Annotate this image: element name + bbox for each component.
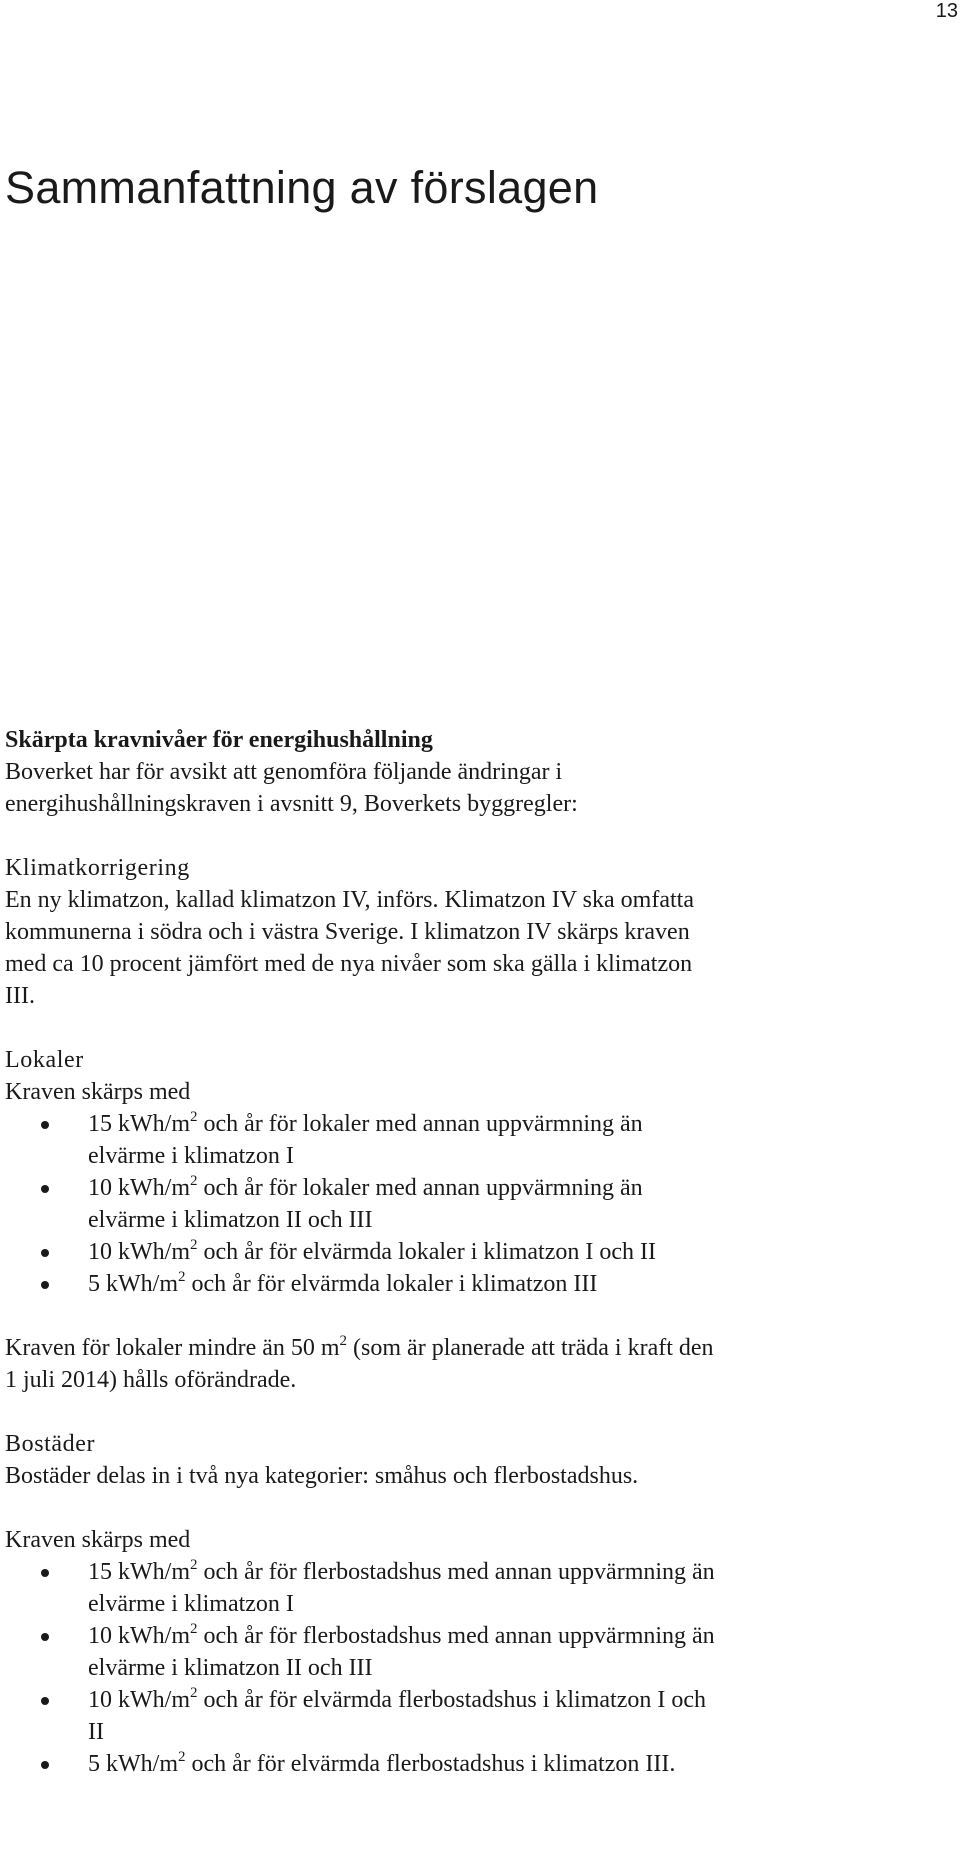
subsection-heading: Klimatkorrigering — [5, 855, 190, 881]
premises-note — [5, 1332, 905, 1396]
section-climate-correction — [5, 852, 905, 1012]
premises-requirement-list — [5, 1108, 905, 1300]
paragraph-line: kommunerna i södra och i västra Sverige. I klimatzon IV skärps kraven — [5, 919, 690, 945]
page-title: Sammanfattning av förslagen — [5, 162, 599, 213]
paragraph-line: III. — [5, 983, 35, 1009]
list-item: 10 kWh/$m^2$ och år för elvärmda flerbostadshus i klimatzon I och II — [5, 1684, 905, 1748]
section-housing — [5, 1428, 905, 1492]
list-item: 15 kWh/$m^2$ och år för lokaler med annan uppvärmning än elvärme i klimatzon I — [5, 1108, 905, 1172]
bullet-icon — [41, 1121, 49, 1129]
subsection-heading: Bostäder — [5, 1431, 96, 1457]
paragraph-line: Kraven för lokaler mindre än 50 $m^2$ (som är planerade att träda i kraft den — [5, 1333, 714, 1361]
paragraph-line: Bostäder delas in i två nya kategorier: småhus och flerbostadshus. — [5, 1463, 639, 1489]
housing-requirements — [5, 1524, 905, 1780]
subsection-heading: Lokaler — [5, 1047, 84, 1073]
bullet-icon — [41, 1569, 49, 1577]
section-premises — [5, 1044, 905, 1300]
list-item: 10 kWh/$m^2$ och år för lokaler med annan uppvärmning än elvärme i klimatzon II och III — [5, 1172, 905, 1236]
bullet-icon — [41, 1249, 49, 1257]
page-number: 13 — [935, 0, 958, 22]
list-item: 15 kWh/$m^2$ och år för flerbostadshus med annan uppvärmning än elvärme i klimatzon I — [5, 1556, 905, 1620]
list-item: 5 kWh/$m^2$ och år för elvärmda flerbostadshus i klimatzon III. — [5, 1748, 905, 1780]
bullet-icon — [41, 1633, 49, 1641]
list-item: 5 kWh/$m^2$ och år för elvärmda lokaler i klimatzon III — [5, 1268, 905, 1300]
section-heading: Skärpta kravnivåer för energihushållning — [5, 727, 433, 753]
bullet-icon — [41, 1761, 49, 1769]
section-energy-requirements — [5, 724, 905, 820]
paragraph-line: med ca 10 procent jämfört med de nya nivåer som ska gälla i klimatzon — [5, 951, 693, 977]
lead-text: Kraven skärps med — [5, 1079, 191, 1105]
bullet-icon — [41, 1697, 49, 1705]
paragraph-line: 1 juli 2014) hålls oförändrade. — [5, 1367, 297, 1393]
lead-text: Kraven skärps med — [5, 1527, 191, 1553]
intro-line: energihushållningskraven i avsnitt 9, Boverkets byggregler: — [5, 791, 578, 817]
intro-line: Boverket har för avsikt att genomföra följande ändringar i — [5, 759, 563, 785]
document-body — [5, 724, 905, 1780]
list-item: 10 kWh/$m^2$ och år för flerbostadshus med annan uppvärmning än elvärme i klimatzon II och III — [5, 1620, 905, 1684]
paragraph-line: En ny klimatzon, kallad klimatzon IV, införs. Klimatzon IV ska omfatta — [5, 887, 694, 913]
housing-requirement-list — [5, 1556, 905, 1780]
bullet-icon — [41, 1281, 49, 1289]
bullet-icon — [41, 1185, 49, 1193]
list-item: 10 kWh/$m^2$ och år för elvärmda lokaler i klimatzon I och II — [5, 1236, 905, 1268]
